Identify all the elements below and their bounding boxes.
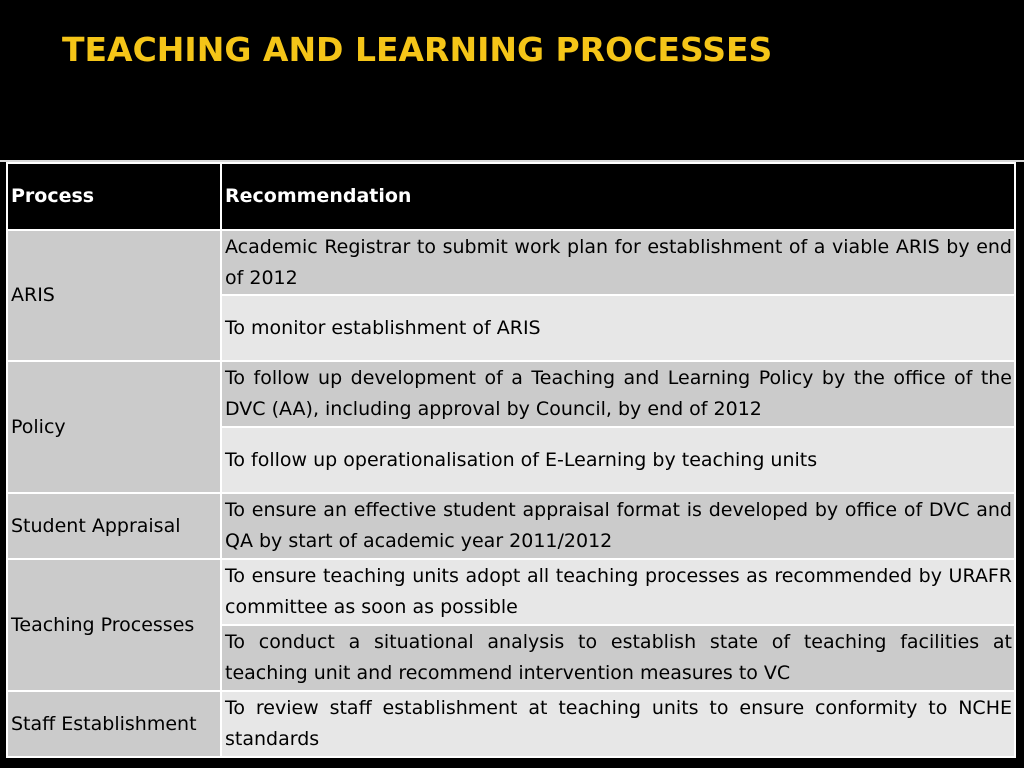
process-cell-teaching-processes: Teaching Processes — [7, 559, 221, 691]
slide-title: TEACHING AND LEARNING PROCESSES — [62, 30, 773, 69]
table-row — [7, 230, 1015, 295]
recommendation-cell: To ensure an effective student appraisal format is developed by office of DVC and QA by start of academic year 2011/2012 — [221, 493, 1015, 559]
recommendation-cell: To monitor establishment of ARIS — [221, 295, 1015, 361]
process-cell-policy: Policy — [7, 361, 221, 493]
recommendations-table — [6, 162, 1016, 758]
header-process: Process — [7, 163, 221, 230]
recommendation-cell: To conduct a situational analysis to establish state of teaching facilities at teaching unit and recommend intervention measures to VC — [221, 625, 1015, 691]
recommendation-cell: To follow up development of a Teaching and Learning Policy by the office of the DVC (AA), including approval by Council, by end of 2012 — [221, 361, 1015, 427]
table-row — [7, 559, 1015, 625]
recommendation-cell: Academic Registrar to submit work plan for establishment of a viable ARIS by end of 2012 — [221, 230, 1015, 295]
recommendation-cell: To follow up operationalisation of E-Learning by teaching units — [221, 427, 1015, 493]
process-cell-student-appraisal: Student Appraisal — [7, 493, 221, 559]
table-row — [7, 361, 1015, 427]
process-cell-aris: ARIS — [7, 230, 221, 361]
table-row — [7, 493, 1015, 559]
table-header-row — [7, 163, 1015, 230]
recommendation-cell: To review staff establishment at teaching units to ensure conformity to NCHE standards — [221, 691, 1015, 757]
process-cell-staff-establishment: Staff Establishment — [7, 691, 221, 757]
table-row — [7, 691, 1015, 757]
header-recommendation: Recommendation — [221, 163, 1015, 230]
recommendation-cell: To ensure teaching units adopt all teaching processes as recommended by URAFR committee as soon as possible — [221, 559, 1015, 625]
